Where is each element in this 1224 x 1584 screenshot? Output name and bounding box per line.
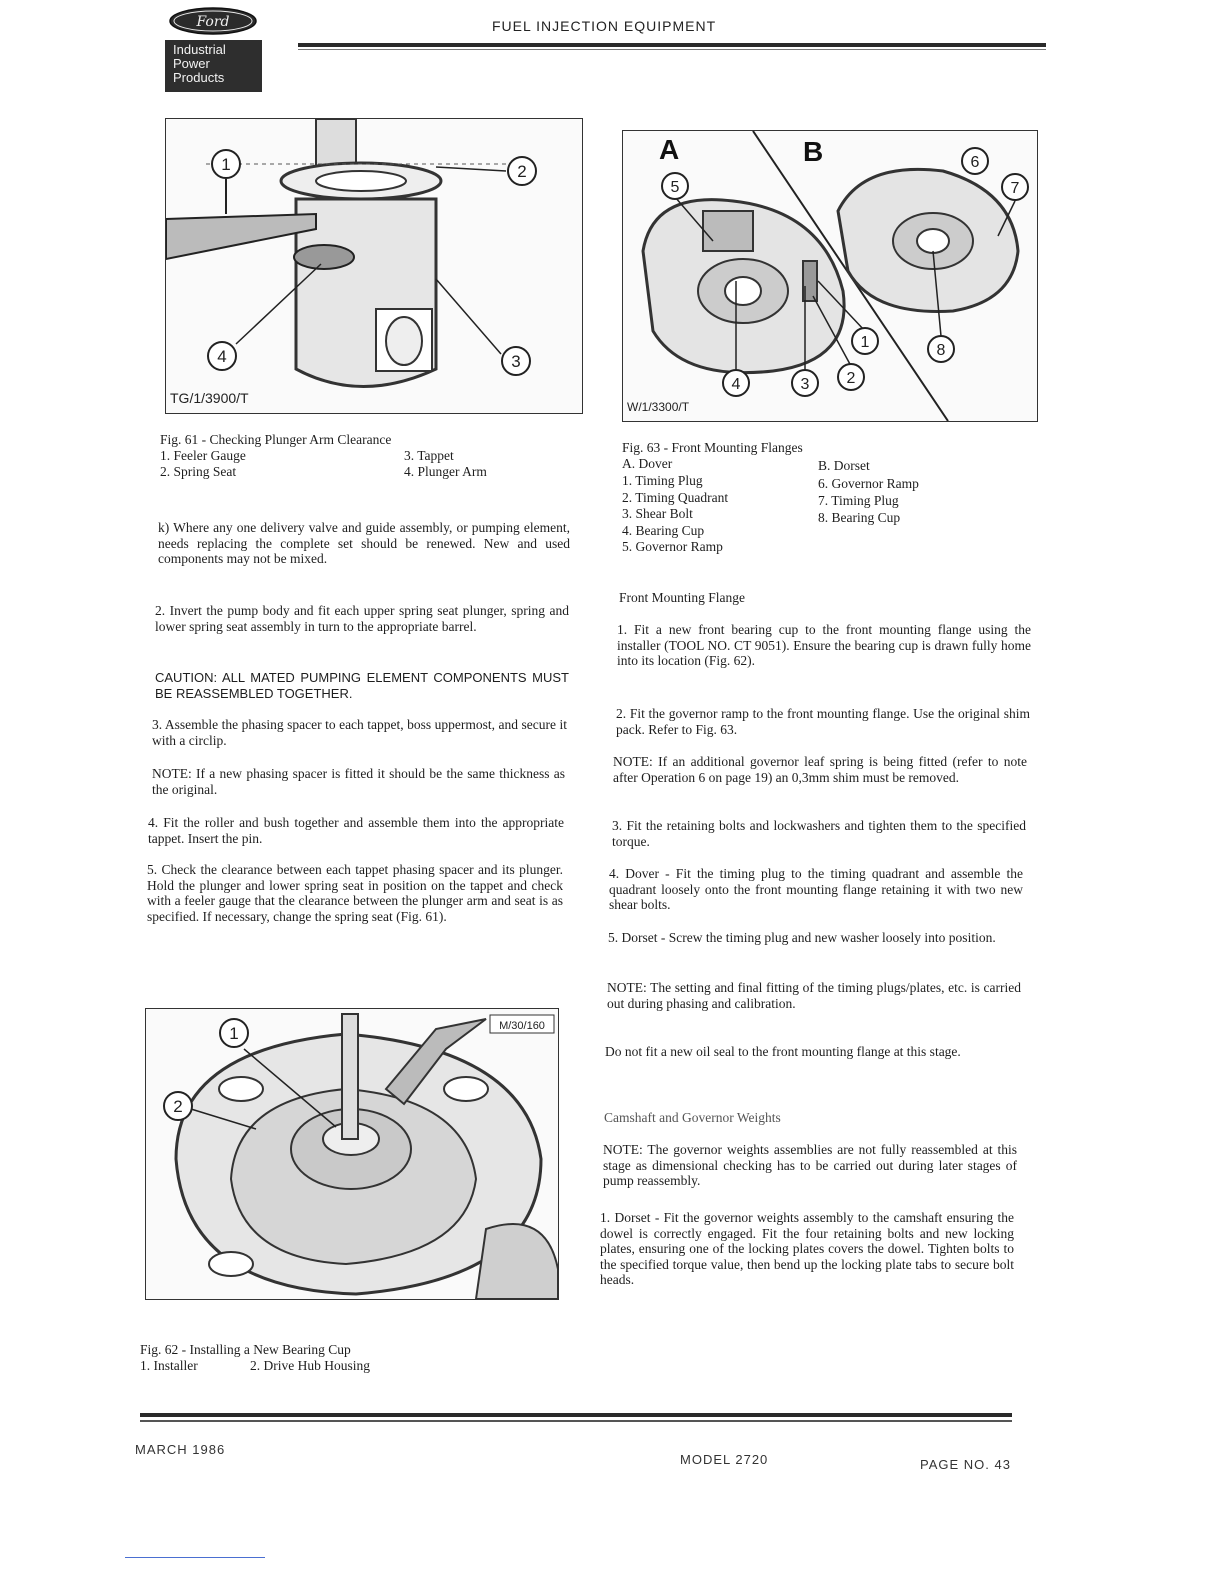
- header-rule-thin: [298, 49, 1046, 50]
- fig63-callout-5: [662, 173, 688, 199]
- para-left-2: 2. Invert the pump body and fit each upper spring seat plunger, spring and lower spring seat assembly in turn to the appropriate barrel.: [155, 603, 569, 634]
- fig63-callout-3: [792, 370, 818, 396]
- fig63-callout-8: [928, 336, 954, 362]
- svg-text:2: 2: [173, 1097, 183, 1116]
- fig63-callout-2: [838, 364, 864, 390]
- fig62-caption-title: Fig. 62 - Installing a New Bearing Cup: [140, 1342, 351, 1357]
- footer-model: MODEL 2720: [680, 1452, 769, 1467]
- fig61-caption: [160, 432, 560, 480]
- section-title: FUEL INJECTION EQUIPMENT: [492, 18, 717, 34]
- ford-oval-logo: [168, 6, 258, 36]
- fig63-legend-left-1: A. Dover: [622, 456, 673, 471]
- fig61-caption-title: Fig. 61 - Checking Plunger Arm Clearance: [160, 432, 392, 447]
- fig63-panel-b: B: [803, 136, 824, 167]
- fig63-legend-right-2: 6. Governor Ramp: [818, 476, 919, 491]
- para-right-6: 1. Dorset - Fit the governor weights assembly to the camshaft ensuring the dowel is correctly engaged. Fit the four retaining bolts and new locking plates, ensuring one of the locking plates covers the dowel. Tighten bolts to the specified torque value, then bend up the locking plate tabs to secure bolt heads.: [600, 1210, 1014, 1287]
- svg-text:Ford: Ford: [196, 14, 230, 30]
- para-k: k) Where any one delivery valve and guide assembly, or pumping element, needs replacing the complete set should be renewed. New and used components may not be mixed.: [158, 520, 570, 566]
- fig63-legend-left-6: 5. Governor Ramp: [622, 539, 723, 554]
- footer-date: MARCH 1986: [135, 1442, 226, 1457]
- note-right-2: NOTE: The setting and final fitting of the timing plugs/plates, etc. is carried out during phasing and calibration.: [607, 980, 1021, 1011]
- para-right-5: 5. Dorset - Screw the timing plug and new washer loosely into position.: [608, 930, 996, 945]
- fig63-legend-right-1: B. Dorset: [818, 458, 870, 473]
- header-rule: [298, 43, 1046, 47]
- fig63-callout-4: [723, 370, 749, 396]
- fig63-legend-left-4: 3. Shear Bolt: [622, 506, 693, 521]
- figure-63-front-mounting-flanges: [622, 130, 1038, 422]
- svg-text:3: 3: [511, 352, 521, 371]
- footer-page-number: PAGE NO. 43: [920, 1457, 1011, 1472]
- svg-text:4: 4: [731, 376, 741, 393]
- fig63-callout-7: [1002, 174, 1028, 200]
- fig61-callout-2: [508, 157, 536, 185]
- fig61-callout-3: [502, 347, 530, 375]
- fig63-legend-right-3: 7. Timing Plug: [818, 493, 899, 508]
- para-right-1: 1. Fit a new front bearing cup to the front mounting flange using the installer (TOOL NO. CT 9051). Ensure the bearing cup is drawn fully home into its location (Fig. 62).: [617, 622, 1031, 668]
- fig61-ref: TG/1/3900/T: [170, 390, 249, 406]
- fig62-callout-2: [164, 1092, 192, 1120]
- note-right-1: NOTE: If an additional governor leaf spring is being fitted (refer to note after Operation 6 on page 19) an 0,3mm shim must be removed.: [613, 754, 1027, 785]
- brand-line-1: Industrial: [173, 42, 226, 57]
- svg-text:5: 5: [670, 179, 680, 196]
- fig62-caption: [140, 1342, 540, 1374]
- fig63-illustration: [623, 131, 1037, 421]
- fig62-legend-1: 1. Installer: [140, 1357, 198, 1373]
- fig62-callout-1: [220, 1019, 248, 1047]
- svg-text:7: 7: [1010, 180, 1020, 197]
- industrial-power-products-badge: [165, 40, 262, 92]
- svg-text:2: 2: [846, 370, 856, 387]
- fig61-legend-4: 4. Plunger Arm: [404, 463, 487, 479]
- para-right-4: 4. Dover - Fit the timing plug to the timing quadrant and assemble the quadrant loosely onto the front mounting flange retaining it with two new shear bolts.: [609, 866, 1023, 912]
- bottom-link-underline: [125, 1557, 265, 1558]
- para-left-4: 4. Fit the roller and bush together and assemble them into the appropriate tappet. Insert the pin.: [148, 815, 564, 846]
- fig63-ref: W/1/3300/T: [627, 400, 690, 414]
- brand-line-3: Products: [173, 70, 225, 85]
- svg-text:1: 1: [221, 155, 231, 174]
- svg-text:8: 8: [936, 342, 946, 359]
- para-left-3: 3. Assemble the phasing spacer to each tappet, boss uppermost, and secure it with a circlip.: [152, 717, 567, 748]
- fig62-ref: M/30/160: [499, 1020, 545, 1032]
- fig63-callout-1: [852, 328, 878, 354]
- fig63-legend-right-4: 8. Bearing Cup: [818, 510, 901, 525]
- fig61-legend-1: 1. Feeler Gauge: [160, 447, 246, 463]
- caution-text: CAUTION: ALL MATED PUMPING ELEMENT COMPONENTS MUST BE REASSEMBLED TOGETHER.: [155, 670, 569, 701]
- footer-rule: [140, 1413, 1012, 1417]
- svg-text:1: 1: [229, 1024, 239, 1043]
- note-right-3: NOTE: The governor weights assemblies are not fully reassembled at this stage as dimensional checking has to be carried out during later stages of pump reassembly.: [603, 1142, 1017, 1188]
- svg-text:6: 6: [970, 154, 980, 171]
- svg-text:3: 3: [800, 376, 810, 393]
- para-right-2: 2. Fit the governor ramp to the front mounting flange. Use the original shim pack. Refer to Fig. 63.: [616, 706, 1030, 737]
- heading-camshaft-governor-weights: Camshaft and Governor Weights: [604, 1110, 781, 1125]
- fig63-panel-a: A: [659, 134, 680, 165]
- figure-62-installing-bearing-cup: [145, 1008, 559, 1300]
- svg-text:2: 2: [517, 162, 527, 181]
- fig61-callout-1: [212, 150, 240, 178]
- brand-line-2: Power: [173, 56, 210, 71]
- fig63-legend-left-5: 4. Bearing Cup: [622, 523, 705, 538]
- fig63-callout-6: [962, 148, 988, 174]
- heading-front-mounting-flange: Front Mounting Flange: [619, 590, 746, 605]
- footer-rule-thin: [140, 1420, 1012, 1422]
- fig63-legend-left-3: 2. Timing Quadrant: [622, 490, 729, 505]
- fig61-legend-3: 3. Tappet: [404, 447, 454, 463]
- fig61-illustration: [166, 119, 582, 413]
- svg-text:1: 1: [860, 334, 870, 351]
- fig62-legend-2: 2. Drive Hub Housing: [250, 1357, 370, 1373]
- fig63-caption-title: Fig. 63 - Front Mounting Flanges: [622, 440, 803, 455]
- fig63-caption: [622, 440, 1032, 560]
- fig61-callout-4: [208, 342, 236, 370]
- note-left: NOTE: If a new phasing spacer is fitted it should be the same thickness as the original.: [152, 766, 565, 797]
- para-left-5: 5. Check the clearance between each tappet phasing spacer and its plunger. Hold the plunger and lower spring seat in position on the tappet and check with a feeler gauge that the clearance between the plunger arm and seat is as specified. If necessary, change the spring seat (Fig. 61).: [147, 862, 563, 924]
- figure-61-plunger-arm-clearance: [165, 118, 583, 414]
- para-oil-seal: Do not fit a new oil seal to the front mounting flange at this stage.: [605, 1044, 961, 1059]
- svg-text:4: 4: [217, 347, 227, 366]
- fig61-legend-2: 2. Spring Seat: [160, 463, 237, 479]
- fig62-illustration: [146, 1009, 558, 1299]
- para-right-3: 3. Fit the retaining bolts and lockwashers and tighten them to the specified torque.: [612, 818, 1026, 849]
- fig63-legend-left-2: 1. Timing Plug: [622, 473, 703, 488]
- brand-logo: [165, 4, 262, 90]
